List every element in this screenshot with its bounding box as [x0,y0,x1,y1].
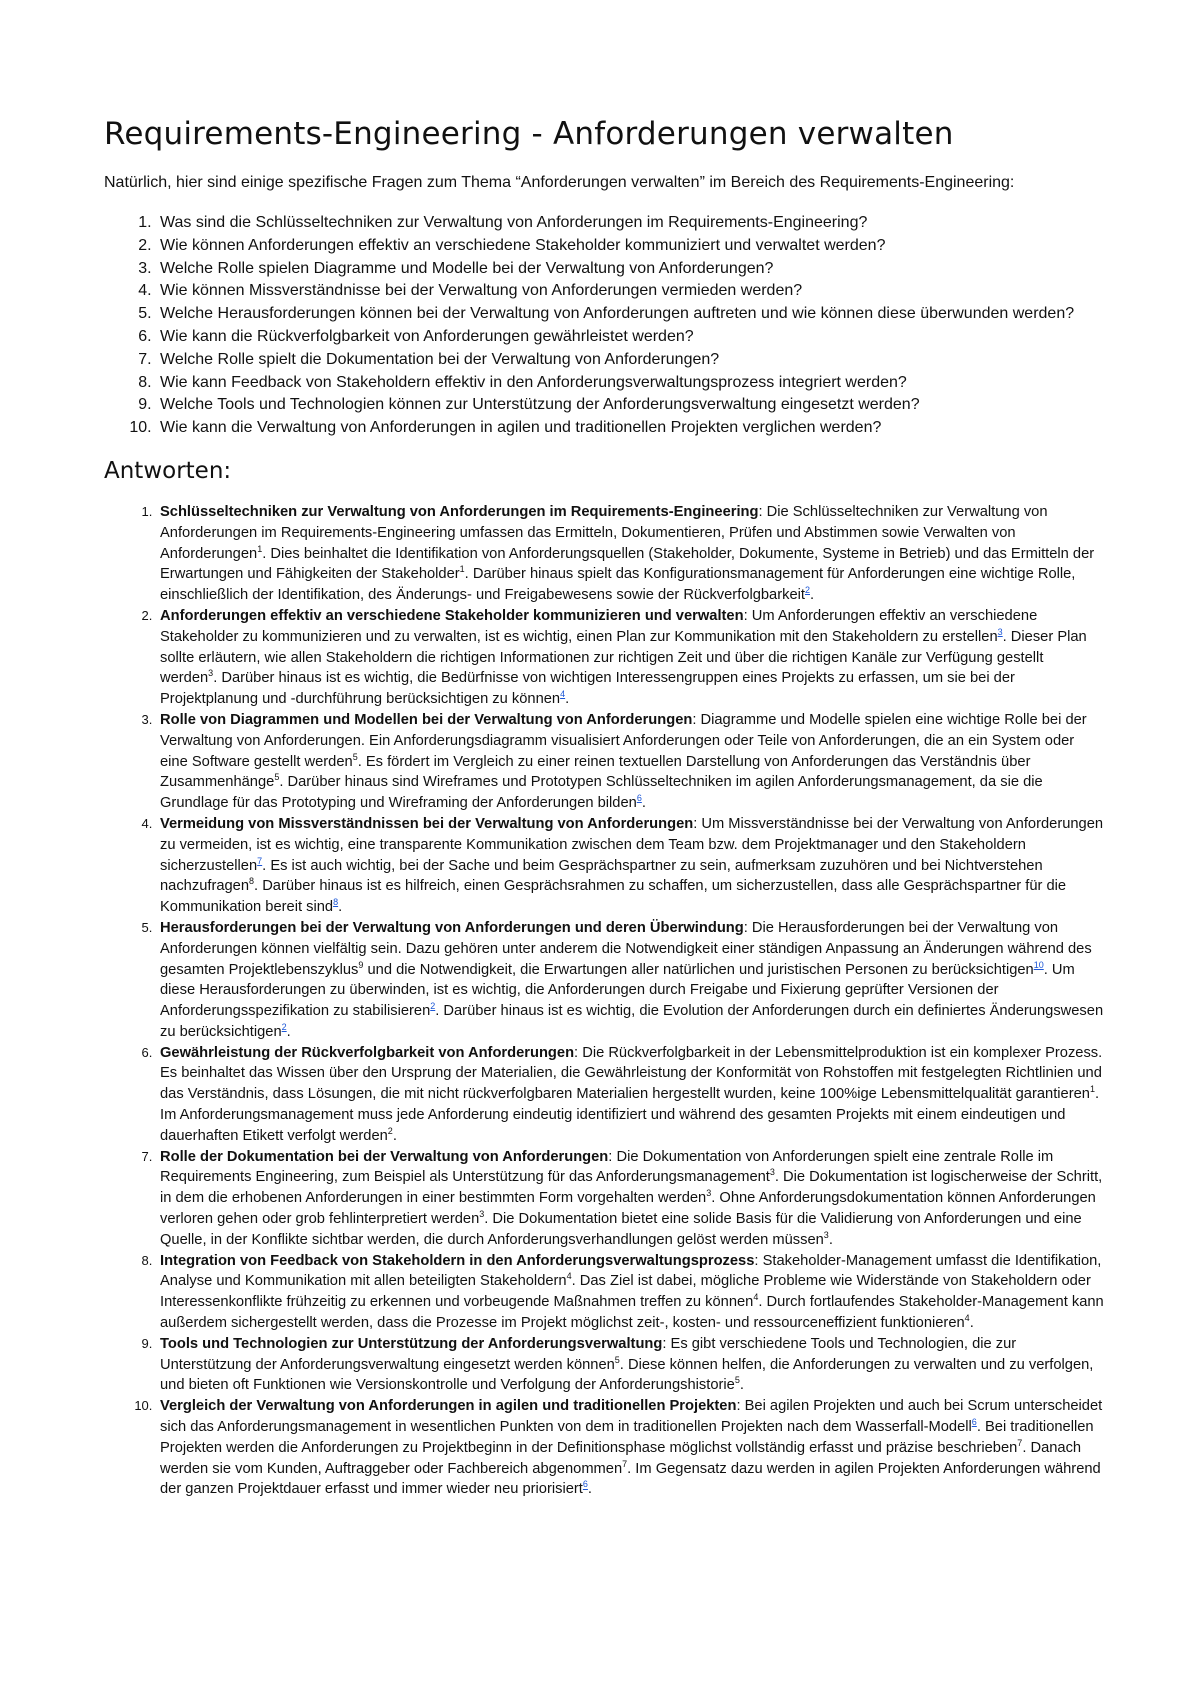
answers-heading: Antworten: [104,457,232,484]
answer-text: : Die Rückverfolgbarkeit in der Lebensmittelproduktion ist ein komplexer Prozess. Es beinhaltet das Wissen über den Ursprung der Materialien, die Gewährleistung der Konformität von Rohstoffen mit festgelegten Richtlinien und das Verständnis, dass Lösungen, die mit nicht rückverfolgbaren Materialien hergestellt wurden, keine 100%ige Lebensmittelqualität garantieren [160,1044,1103,1103]
answers-list [104,502,1104,1500]
answer-heading: Integration von Feedback von Stakeholdern in den Anforderungsverwaltungsprozess [160,1252,755,1269]
footnote-number: 5 [614,1354,620,1365]
answer-heading: Vermeidung von Missverständnissen bei der Verwaltung von Anforderungen [160,815,694,832]
footnote-link[interactable]: 2 [804,585,810,596]
answer-text: . [286,1023,291,1040]
answer-item [156,814,1104,918]
answer-text: . [565,691,570,708]
answer-text: : Bei agilen Projekten und auch bei Scrum unterscheidet sich das Anforderungsmanagement in wesentlichen Punkten von dem in traditionellen Projekten nach dem Wasserfall-Modell [160,1398,1103,1436]
answer-text: . Durch fortlaufendes Stakeholder-Management kann außerdem sichergestellt werden, dass die Prozesse im Projekt möglichst zeit-, kosten- und ressourceneffizient funktionieren [160,1294,1104,1332]
footnote-number: 9 [358,959,364,970]
footnote-link[interactable]: 7 [257,855,263,866]
answer-heading: Anforderungen effektiv an verschiedene Stakeholder kommunizieren und verwalten [160,607,744,624]
question-item: 2. Wie können Anforderungen effektiv an verschiedene Stakeholder kommuniziert und verwaltet werden? [156,235,1104,258]
question-item: 7. Welche Rolle spielt die Dokumentation bei der Verwaltung von Anforderungen? [156,349,1104,372]
answer-text: . Darüber hinaus sind Wireframes und Prototypen Schlüsseltechniken im agilen Anforderungsmanagement, da sie die Grundlage für das Prototyping und Wireframing der Anforderungen bilden [160,774,1043,812]
answer-text: . Darüber hinaus ist es hilfreich, einen Gesprächsrahmen zu schaffen, um sicherzustellen, dass alle Gesprächspartner für die Kommunikation bereit sind [160,878,1067,916]
answer-text: . Bei traditionellen Projekten werden die Anforderungen zu Projektbeginn in der Definitionsphase möglichst vollständig erfasst und präzise beschrieben [160,1419,1094,1456]
answer-item [156,1396,1104,1500]
questions-list [104,212,1104,440]
answer-text: . Danach werden sie vom Kunden, Auftraggeber oder Fachbereich abgenommen [160,1439,1082,1477]
answer-text: : Um Missverständnisse bei der Verwaltung von Anforderungen zu vermeiden, ist es wichtig, eine transparente Kommunikation zwischen dem Team bzw. dem Projektmanager und den Stakeholdern sicherzustellen [160,815,1104,874]
footnote-number: 3 [479,1209,485,1220]
answer-text: . Im Gegensatz dazu werden in agilen Projekten Anforderungen während der ganzen Projektdauer erfasst und immer wieder neu priorisiert [160,1460,1101,1498]
answer-text: : Es gibt verschiedene Tools und Technologien, die zur Unterstützung der Anforderungsverwaltung eingesetzt werden können [160,1335,1017,1373]
answer-text: . [809,587,815,604]
footnote-number: 3 [823,1229,829,1240]
question-item: 4. Wie können Missverständnisse bei der Verwaltung von Anforderungen vermieden werden? [156,280,1104,303]
answer-text: . [641,795,646,812]
answer-heading: Vergleich der Verwaltung von Anforderungen in agilen und traditionellen Projekten [160,1398,737,1415]
answer-heading: Rolle von Diagrammen und Modellen bei der Verwaltung von Anforderungen [160,711,693,728]
question-item: 3. Welche Rolle spielen Diagramme und Modelle bei der Verwaltung von Anforderungen? [156,258,1104,281]
footnote-link[interactable]: 6 [582,1479,588,1490]
footnote-number: 4 [753,1292,759,1303]
answer-text: . Ohne Anforderungsdokumentation können Anforderungen verloren gehen oder grob fehlinterpretiert werden [160,1190,1096,1228]
intro-paragraph: Natürlich, hier sind einige spezifische Fragen zum Thema “Anforderungen verwalten” im Bereich des Requirements-Engineering: [104,174,1015,191]
footnote-link[interactable]: 2 [281,1022,287,1032]
question-item: 9. Welche Tools und Technologien können zur Unterstützung der Anforderungsverwaltung eingesetzt werden? [156,394,1104,417]
answer-text: . Um diese Herausforderungen zu überwinden, ist es wichtig, die Anforderungen durch Freigabe und Fixierung geprüfter Versionen der Anforderungsspezifikation zu stabilisieren [160,961,1075,1020]
footnote-number: 7 [1017,1437,1023,1448]
answer-text: . [969,1315,974,1332]
question-item: 10. Wie kann die Verwaltung von Anforderungen in agilen und traditionellen Projekten verglichen werden? [156,417,1104,440]
footnote-number: 1 [257,543,263,554]
answer-heading: Gewährleistung der Rückverfolgbarkeit von Anforderungen [160,1044,575,1061]
answer-text: . Darüber hinaus spielt das Konfigurationsmanagement für Anforderungen eine wichtige Rolle, einschließlich der Identifikation, des Änderungs- und Freigabewesens sowie der Rückverfolgbarkeit [160,566,1076,604]
footnote-number: 7 [622,1458,628,1469]
answer-text: : Um Anforderungen effektiv an verschiedene Stakeholder zu kommunizieren und zu verwalten, ist es wichtig, einen Plan zur Kommunikation mit den Stakeholdern zu erstellen [160,607,1038,645]
question-item: 8. Wie kann Feedback von Stakeholdern effektiv in den Anforderungsverwaltungsprozess integriert werden? [156,372,1104,395]
footnote-number: 8 [249,876,255,887]
footnote-link[interactable]: 6 [636,793,642,804]
answer-text: . [587,1481,592,1498]
answer-text: . Es fördert im Vergleich zu einer reinen textuellen Darstellung von Anforderungen das Verständnis über Zusammenhänge [160,753,1031,791]
answer-item [156,1251,1104,1334]
answer-text: : Die Schlüsseltechniken zur Verwaltung von Anforderungen im Requirements-Engineering umfassen das Ermitteln, Dokumentieren, Prüfen und Abstimmen sowie Verwalten von Anforderungen [160,503,1048,562]
answer-item [156,710,1104,814]
question-item: 6. Wie kann die Rückverfolgbarkeit von Anforderungen gewährleistet werden? [156,326,1104,349]
answer-text: . [828,1231,833,1248]
footnote-number: 5 [734,1375,740,1386]
answer-heading: Tools und Technologien zur Unterstützung der Anforderungsverwaltung [160,1335,663,1352]
question-item: 1. Was sind die Schlüsseltechniken zur Verwaltung von Anforderungen im Requirements-Engineering? [156,212,1104,235]
footnote-number: 1 [1089,1084,1095,1095]
footnote-link[interactable]: 4 [560,689,566,700]
answer-text: . [392,1127,397,1144]
answer-item [156,606,1104,710]
answer-text: . Das Ziel ist dabei, mögliche Probleme wie Widerstände von Stakeholdern oder Interessenkonflikte frühzeitig zu erkennen und vorbeugende Maßnahmen treffen zu können [160,1273,1091,1311]
answer-text: . Im Anforderungsmanagement muss jede Anforderung eindeutig identifiziert und während des gesamten Projekts mit einem eindeutigen und dauerhaften Etikett verfolgt werden [160,1086,1100,1144]
answer-text: . Die Dokumentation bietet eine solide Basis für die Validierung von Anforderungen und eine Quelle, in der Konflikte sichtbar werden, die durch Anforderungsverhandlungen gelöst werden müssen [160,1211,1082,1248]
page-title: Requirements-Engineering - Anforderungen verwalten [104,116,954,152]
footnote-number: 3 [706,1188,712,1199]
footnote-link[interactable]: 2 [430,1001,436,1012]
answer-text: . [739,1377,744,1394]
footnote-number: 2 [387,1125,393,1136]
answer-item [156,1147,1104,1251]
answer-text: . Dieser Plan sollte erläutern, wie allen Stakeholdern die richtigen Informationen zur richtigen Zeit und über die richtigen Kanäle zur Verfügung gestellt werden [160,628,1087,687]
answer-text: : Diagramme und Modelle spielen eine wichtige Rolle bei der Verwaltung von Anforderungen. Ein Anforderungsdiagramm visualisiert Anforderungen oder Teile von Anforderungen, die an ein System oder eine Software gestellt werden [160,711,1087,770]
answer-text: . Darüber hinaus ist es wichtig, die Evolution der Anforderungen durch ein definiertes Änderungswesen zu berücksichtigen [160,1003,1104,1040]
answer-text: : Die Herausforderungen bei der Verwaltung von Anforderungen können vielfältig sein. Dazu gehören unter anderem die Notwendigkeit einer ständigen Anpassung an Änderungen während des gesamten Projektlebenszyklus [160,919,1092,978]
answer-item [156,918,1104,1043]
footnote-link[interactable]: 10 [1033,959,1044,970]
answer-text: . Die Dokumentation ist logischerweise der Schritt, in dem die erhobenen Anforderungen in einer bestimmten Form vorgehalten werden [160,1169,1103,1207]
answer-heading: Herausforderungen bei der Verwaltung von Anforderungen und deren Überwindung [160,919,744,936]
footnote-number: 5 [352,751,358,762]
footnote-number: 3 [208,668,214,679]
answer-text: . [338,899,343,916]
footnote-number: 5 [274,772,280,783]
footnote-link[interactable]: 8 [333,897,339,908]
answer-text: . Es ist auch wichtig, bei der Sache und beim Gesprächspartner zu sein, aufmerksam zuzuhören und bei Nichtverstehen nachzufragen [160,857,1043,895]
answer-item [156,1043,1104,1147]
question-item: 5. Welche Herausforderungen können bei der Verwaltung von Anforderungen auftreten und wie können diese überwunden werden? [156,303,1104,326]
answer-text: . Darüber hinaus ist es wichtig, die Bedürfnisse von wichtigen Interessengruppen eines Projekts zu erfassen, um sie bei der Projektplanung und -durchführung berücksichtigen zu können [160,670,1015,708]
footnote-number: 1 [459,564,465,575]
answer-text: und die Notwendigkeit, die Erwartungen aller natürlichen und juristischen Personen zu berücksichtigen [363,961,1034,978]
answer-item [156,502,1104,606]
footnote-number: 4 [964,1313,970,1324]
footnote-number: 3 [769,1167,775,1178]
footnote-number: 4 [566,1271,572,1282]
answer-heading: Rolle der Dokumentation bei der Verwaltung von Anforderungen [160,1148,609,1165]
answer-text: . Dies beinhaltet die Identifikation von Anforderungsquellen (Stakeholder, Dokumente, Systeme in Betrieb) und das Ermitteln der Erwartungen und Fähigkeiten der Stakeholder [160,545,1095,583]
answer-text: . Diese können helfen, die Anforderungen zu verwalten und zu verfolgen, und bieten oft Funktionen wie Versionskontrolle und Verfolgung der Anforderungshistorie [160,1356,1094,1394]
answer-text: : Die Dokumentation von Anforderungen spielt eine zentrale Rolle im Requirements Engineering, zum Beispiel als Unterstützung für das Anforderungsmanagement [160,1148,1054,1186]
footnote-link[interactable]: 6 [971,1417,977,1428]
answer-heading: Schlüsseltechniken zur Verwaltung von Anforderungen im Requirements-Engineering [160,503,759,520]
footnote-link[interactable]: 3 [997,626,1003,637]
answer-text: : Stakeholder-Management umfasst die Identifikation, Analyse und Kommunikation mit allen beteiligten Stakeholdern [160,1252,1102,1290]
answer-item [156,1334,1104,1396]
